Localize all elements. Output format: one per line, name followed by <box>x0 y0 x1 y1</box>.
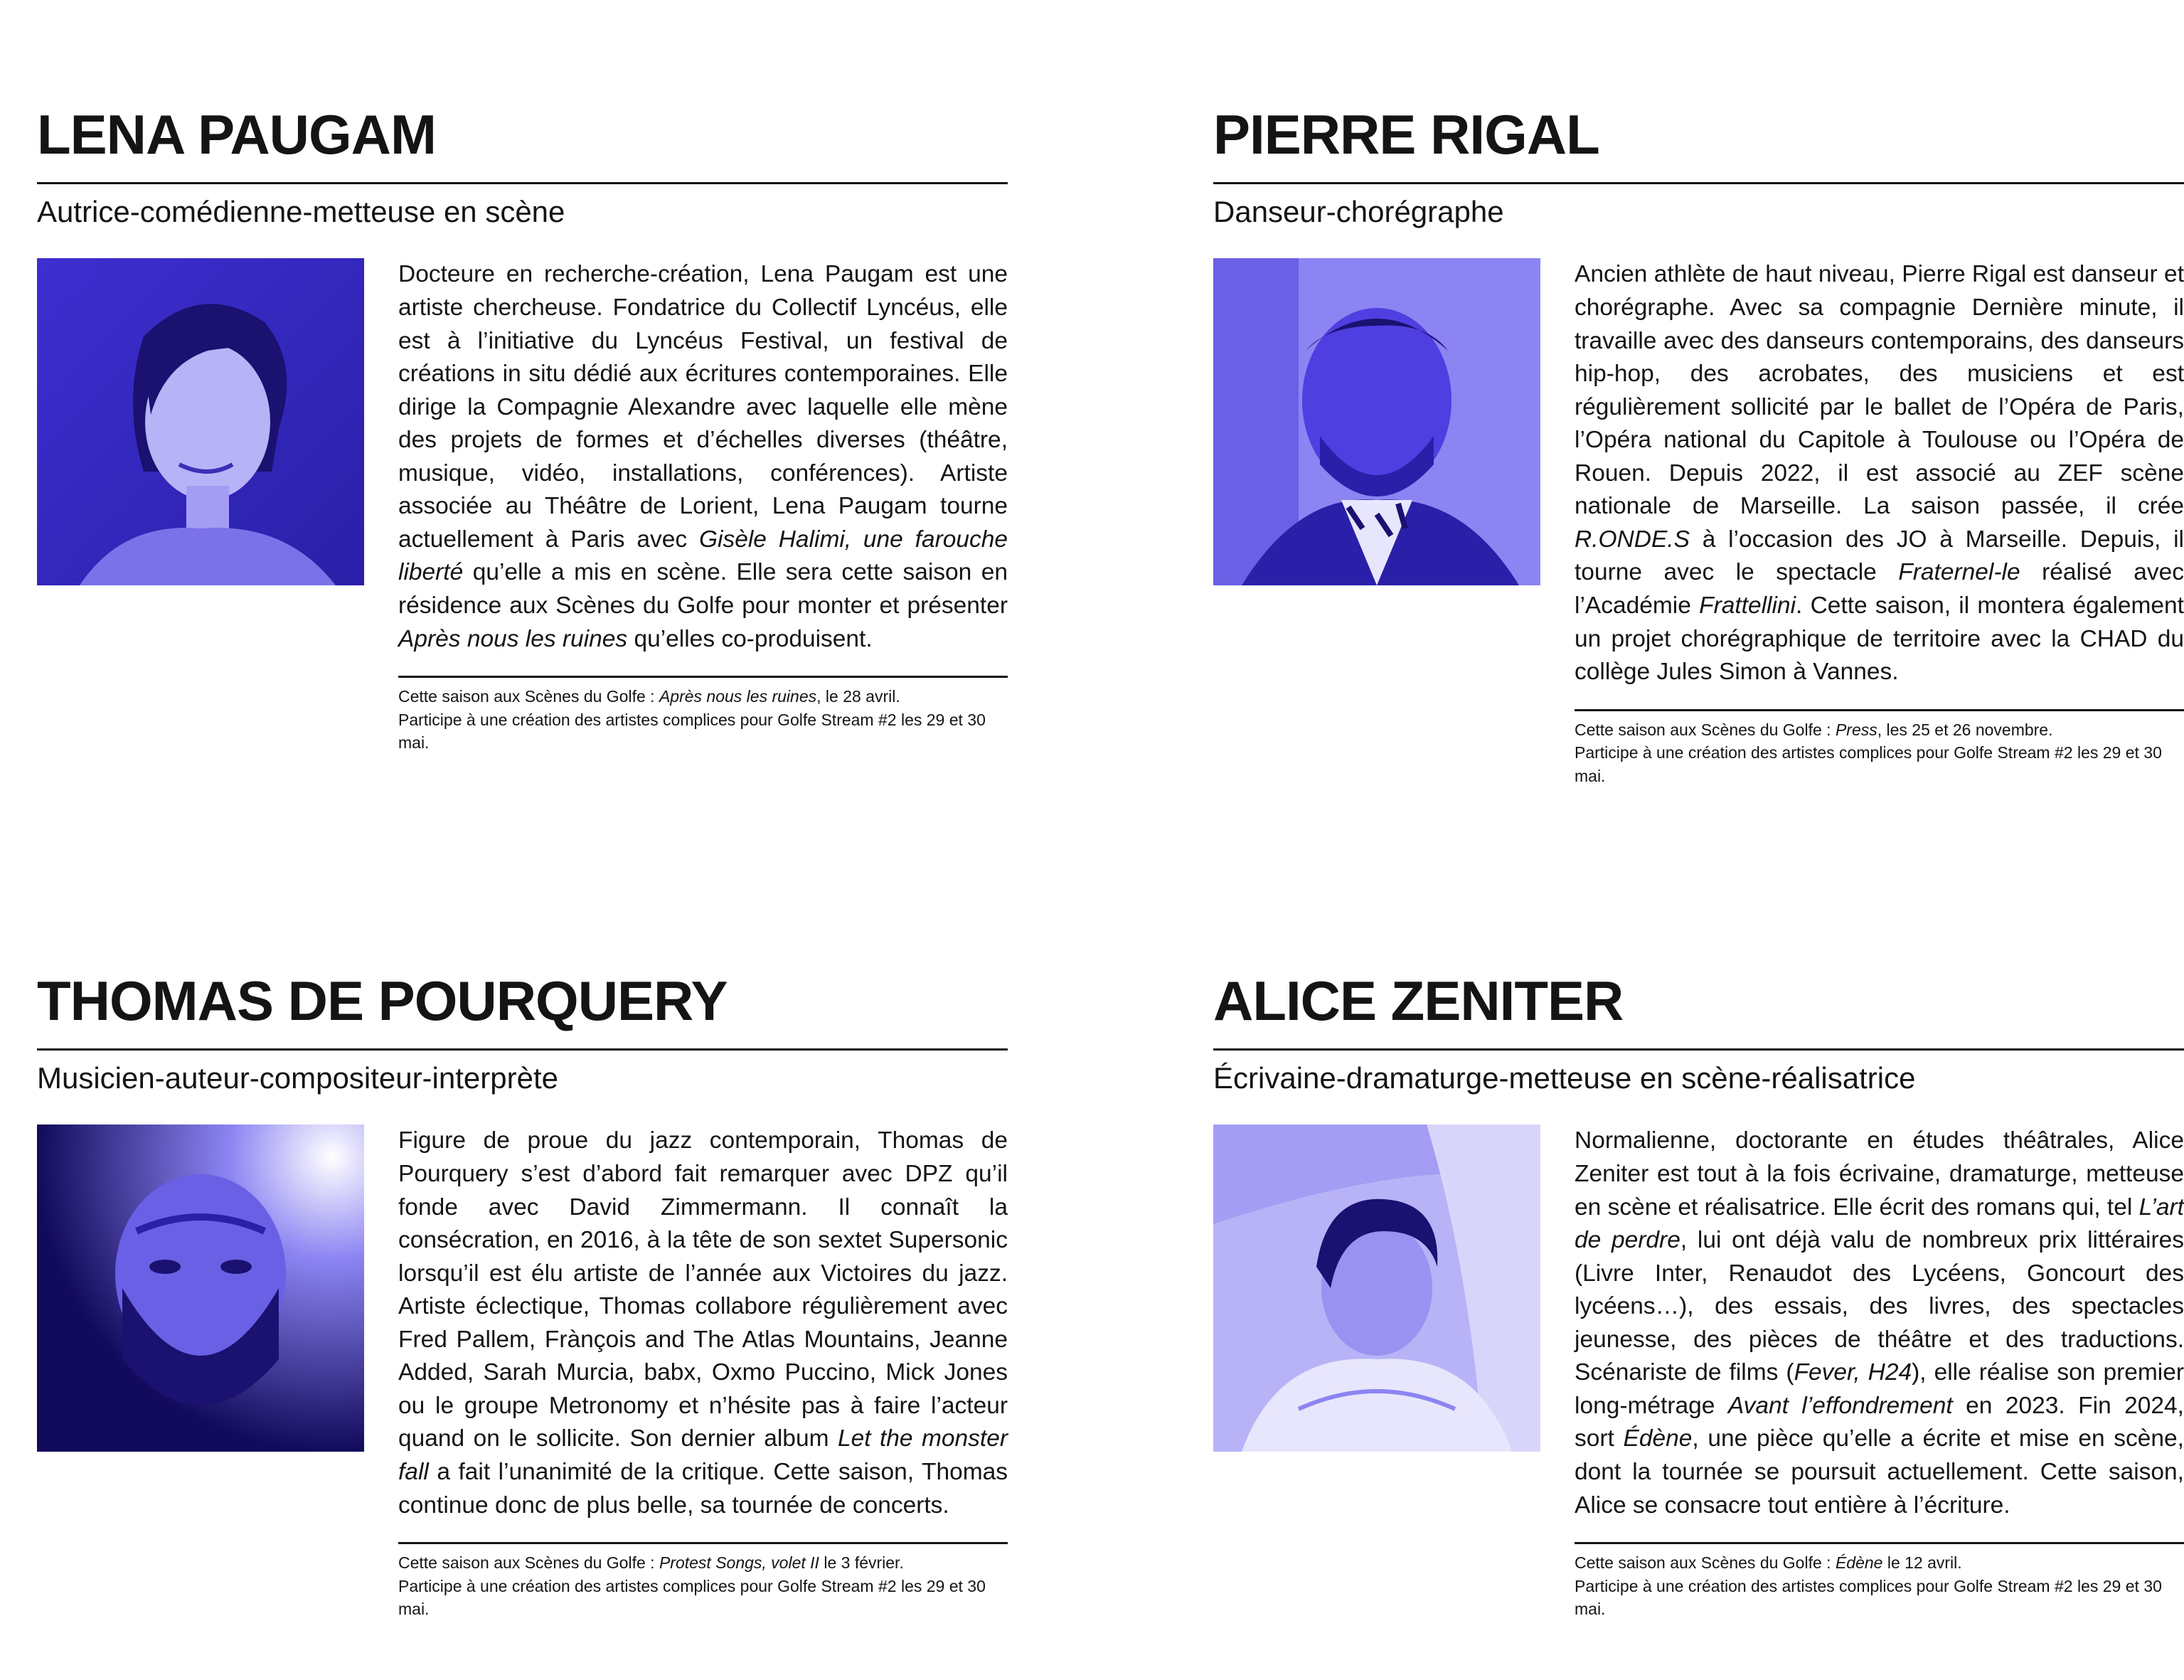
divider <box>1213 182 2184 184</box>
artist-card-thomas-de-pourquery <box>37 969 1008 1621</box>
participation-note: Participe à une création des artistes complices pour Golfe Stream #2 les 29 et 30 mai. <box>398 710 986 753</box>
season-note: Cette saison aux Scènes du Golfe : Protest Songs, volet II le 3 février. <box>398 1553 904 1573</box>
artist-role: Musicien-auteur-compositeur-interprète <box>37 1061 558 1095</box>
artist-role: Danseur-chorégraphe <box>1213 195 1504 228</box>
participation-note: Participe à une création des artistes complices pour Golfe Stream #2 les 29 et 30 mai. <box>1575 743 2162 786</box>
artist-bio: Ancien athlète de haut niveau, Pierre Rigal est danseur et chorégraphe. Avec sa compagnie Dernière minute, il travaille avec des danseurs contemporains, des danseurs hip-hop, des acrobates, des musiciens et est régulièrement sollicité par le ballet de l’Opéra de Paris, l’Opéra national du Capitole à Toulouse ou l’Opéra de Rouen. Depuis 2022, il est associé au ZEF scène nationale de Marseille. La saison passée, il crée R.ONDE.S à l’occasion des JO à Marseille. Depuis, il tourne avec le spectacle Fraternel-le réalisé avec l’Académie Frattellini. Cette saison, il montera également un projet chorégraphique de territoire avec la CHAD du collège Jules Simon à Vannes. <box>1575 261 2184 686</box>
artist-name: PIERRE RIGAL <box>1213 103 1599 166</box>
artist-name: THOMAS DE POURQUERY <box>37 969 728 1032</box>
artist-name: ALICE ZENITER <box>1213 969 1624 1032</box>
artist-card-pierre-rigal <box>1213 103 2184 788</box>
season-notes <box>398 1542 1008 1621</box>
participation-note: Participe à une création des artistes complices pour Golfe Stream #2 les 29 et 30 mai. <box>1575 1576 2162 1619</box>
artist-photo <box>37 1125 364 1452</box>
artist-photo <box>1213 1125 1540 1452</box>
artist-photo <box>37 258 364 585</box>
divider <box>37 1048 1008 1051</box>
artist-bio: Figure de proue du jazz contemporain, Thomas de Pourquery s’est d’abord fait remarquer avec DPZ qu’il fonde avec David Zimmermann. Il connaît la consécration, en 2016, à la tête de son sextet Supersonic lorsqu’il est élu artiste de l’année aux Victoires du jazz. Artiste éclectique, Thomas collabore régulièrement avec Fred Pallem, Frànçois and The Atlas Mountains, Jeanne Added, Sarah Murcia, babx, Oxmo Puccino, Mick Jones ou le groupe Metronomy et n’hésite pas à faire l’acteur quand on le sollicite. Son dernier album Let the monster fall a fait l’unanimité de la critique. Cette saison, Thomas continue donc de plus belle, sa tournée de concerts. <box>398 1127 1008 1519</box>
participation-note: Participe à une création des artistes complices pour Golfe Stream #2 les 29 et 30 mai. <box>398 1576 986 1619</box>
artist-photo <box>1213 258 1540 585</box>
artist-bio: Normalienne, doctorante en études théâtrales, Alice Zeniter est tout à la fois écrivaine, dramaturge, metteuse en scène et réalisatrice. Elle écrit des romans qui, tel L’art de perdre, lui ont déjà valu de nombreux prix littéraires (Livre Inter, Renaudot des Lycéens, Goncourt des lycéens…), des essais, des livres, des spectacles jeunesse, des pièces de théâtre et des traductions. Scénariste de films (Fever, H24), elle réalise son premier long-métrage Avant l’effondrement en 2023. Fin 2024, sort Édène, une pièce qu’elle a écrite et mise en scène, dont la tournée se poursuit actuellement. Cette saison, Alice se consacre tout entière à l’écriture. <box>1575 1127 2184 1519</box>
season-note: Cette saison aux Scènes du Golfe : Press, les 25 et 26 novembre. <box>1575 720 2053 739</box>
artist-card-alice-zeniter <box>1213 969 2184 1621</box>
artist-bio: Docteure en recherche-création, Lena Paugam est une artiste chercheuse. Fondatrice du Collectif Lyncéus, elle est à l’initiative du Lyncéus Festival, un festival de créations in situ dédié aux écritures contemporaines. Elle dirige la Compagnie Alexandre avec laquelle elle mène des projets de formes et d’échelles diverses (théâtre, musique, vidéo, installations, conférences). Artiste associée au Théâtre de Lorient, Lena Paugam tourne actuellement à Paris avec Gisèle Halimi, une farouche liberté qu’elle a mis en scène. Elle sera cette saison en résidence aux Scènes du Golfe pour monter et présenter Après nous les ruines qu’elles co-produisent. <box>398 261 1008 652</box>
season-notes <box>398 676 1008 755</box>
artist-role: Écrivaine-dramaturge-metteuse en scène-réalisatrice <box>1213 1061 1916 1095</box>
season-note: Cette saison aux Scènes du Golfe : Édène le 12 avril. <box>1575 1553 1962 1573</box>
divider <box>1213 1048 2184 1051</box>
artist-role: Autrice-comédienne-metteuse en scène <box>37 195 565 228</box>
season-notes <box>1575 709 2184 788</box>
artist-name: LENA PAUGAM <box>37 103 436 166</box>
season-note: Cette saison aux Scènes du Golfe : Après nous les ruines, le 28 avril. <box>398 687 900 706</box>
divider <box>37 182 1008 184</box>
season-notes <box>1575 1542 2184 1621</box>
artist-card-lena-paugam <box>37 103 1008 755</box>
